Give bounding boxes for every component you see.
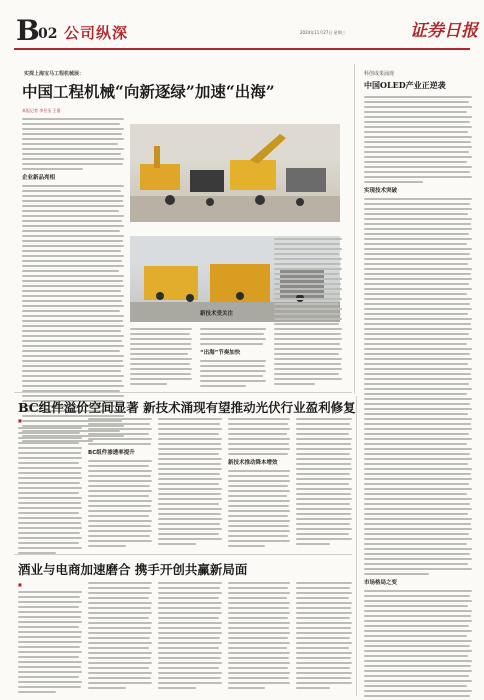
- subhead: 新技术推动降本增效: [228, 460, 278, 466]
- story3-col-3: [158, 582, 222, 692]
- section-divider: [14, 392, 352, 393]
- photo-expo-machinery: [130, 124, 340, 222]
- body-text: [228, 470, 290, 547]
- story3-col-5: [296, 582, 352, 692]
- story2-col-2: [88, 418, 152, 550]
- body-text: [364, 96, 472, 183]
- story3-headline: 酒业与电商加速磨合 携手开创共赢新局面: [18, 562, 248, 577]
- body-text: [18, 591, 82, 693]
- body-text: [364, 590, 472, 700]
- side-body: [364, 96, 472, 700]
- side-headline: 中国OLED产业正逆袭: [364, 80, 446, 90]
- story2-col-1: [18, 418, 82, 557]
- main-col-1: [22, 108, 124, 445]
- main-byline: 本报记者 李昱丞 王僖: [22, 108, 61, 113]
- main-col-3: [130, 328, 192, 388]
- main-col-5: [274, 238, 342, 388]
- newspaper-logo: 证券日报: [410, 21, 478, 41]
- story2-byline: ■: [18, 418, 22, 423]
- section-name: 公司纵深: [64, 24, 129, 42]
- column-divider: [356, 396, 357, 696]
- body-text: [274, 238, 342, 385]
- section-divider: [14, 554, 352, 555]
- body-text: [130, 328, 192, 385]
- column-divider: [354, 64, 355, 394]
- subhead: 市场格局之变: [364, 580, 398, 586]
- body-text: [228, 582, 290, 689]
- story2-col-3: [158, 418, 222, 548]
- page-number: 02: [38, 26, 58, 42]
- body-text: [200, 328, 266, 345]
- subhead: 实现技术突破: [364, 188, 398, 194]
- side-kicker: 科创成果涌现: [364, 71, 395, 77]
- body-text: [88, 460, 152, 547]
- subhead: 新技术受关注: [200, 311, 234, 317]
- body-text: [364, 198, 472, 575]
- story3-byline: ■: [18, 582, 22, 587]
- body-text: [158, 418, 222, 545]
- subhead: BC组件渗透率提升: [88, 450, 135, 456]
- body-text: [228, 418, 290, 455]
- subhead: “出海”节奏加快: [200, 350, 241, 356]
- main-subhead-2-wrap: [200, 306, 266, 321]
- body-text: [88, 582, 152, 689]
- issue-info: 2024年11月27日 星期三: [300, 30, 346, 35]
- story2-headline: BC组件溢价空间显著 新技术涌现有望推动光伏行业盈利修复: [18, 400, 356, 415]
- main-headline: 中国工程机械“向新逐绿”加速“出海”: [22, 82, 275, 101]
- main-kicker: 实探上海宝马工程机械展：: [24, 71, 85, 77]
- masthead-rule: [14, 48, 470, 50]
- story3-col-2: [88, 582, 152, 692]
- body-text: [88, 418, 152, 445]
- main-col-4: [200, 328, 266, 390]
- body-text: [296, 418, 352, 545]
- masthead: [0, 0, 484, 62]
- story2-col-4: [228, 418, 290, 550]
- subhead: 企业新品亮相: [22, 175, 56, 181]
- story3-col-1: [18, 582, 82, 696]
- story2-col-5: [296, 418, 352, 548]
- body-text: [200, 360, 266, 387]
- body-text: [158, 582, 222, 689]
- story3-col-4: [228, 582, 290, 692]
- body-text: [296, 582, 352, 689]
- page-letter: B: [16, 14, 40, 47]
- body-text: [22, 118, 124, 170]
- body-text: [18, 427, 82, 554]
